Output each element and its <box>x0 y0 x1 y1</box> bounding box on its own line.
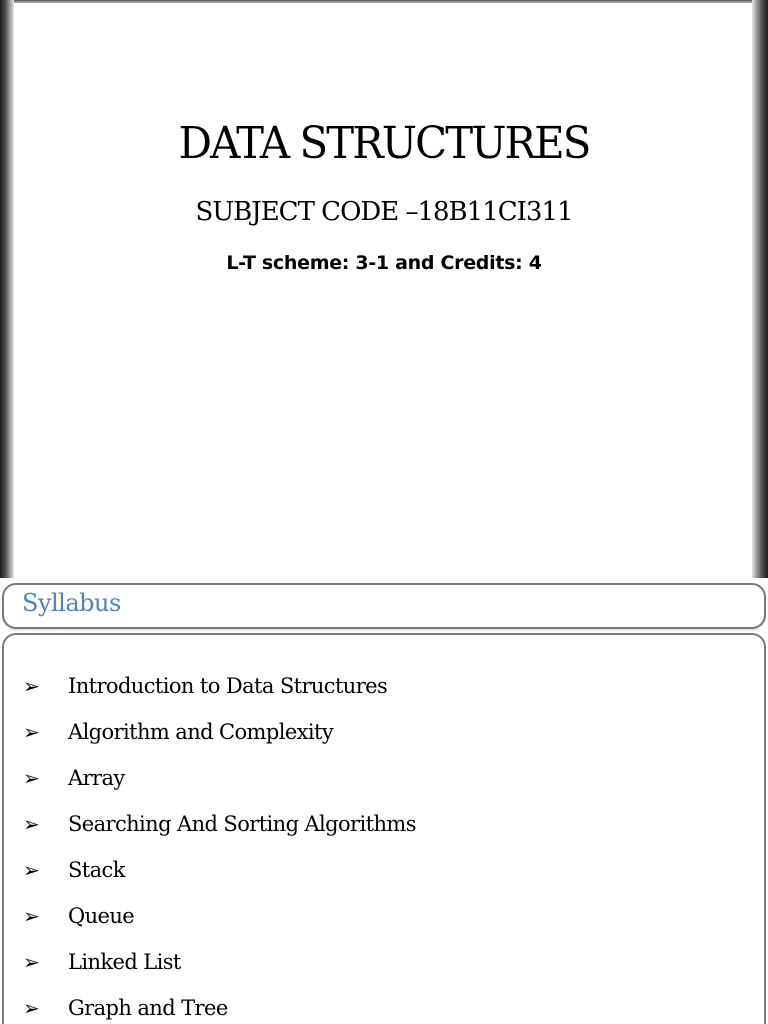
lt-scheme-credits: L-T scheme: 3-1 and Credits: 4 <box>226 252 542 274</box>
list-item-text: Stack <box>68 858 125 882</box>
list-item <box>4 719 416 765</box>
syllabus-header-box <box>2 583 766 629</box>
list-item <box>4 811 416 857</box>
list-item-text: Searching And Sorting Algorithms <box>68 812 416 836</box>
list-item-text: Array <box>68 766 125 790</box>
arrowhead-bullet-icon: ➢ <box>23 904 40 928</box>
list-item <box>4 949 416 995</box>
list-item-text: Graph and Tree <box>68 996 228 1020</box>
slide-left-shadow <box>0 0 14 578</box>
syllabus-heading: Syllabus <box>22 589 121 617</box>
arrowhead-bullet-icon: ➢ <box>23 766 40 790</box>
list-item <box>4 903 416 949</box>
slide-title: DATA STRUCTURES <box>178 118 590 169</box>
arrowhead-bullet-icon: ➢ <box>23 812 40 836</box>
syllabus-list <box>4 673 416 1024</box>
arrowhead-bullet-icon: ➢ <box>23 720 40 744</box>
list-item <box>4 765 416 811</box>
slide-top-border <box>0 0 768 3</box>
list-item <box>4 995 416 1024</box>
list-item-text: Linked List <box>68 950 181 974</box>
list-item <box>4 673 416 719</box>
syllabus-content-box <box>2 633 766 1024</box>
syllabus-slide <box>0 578 768 1024</box>
arrowhead-bullet-icon: ➢ <box>23 950 40 974</box>
slide-right-shadow <box>752 0 768 578</box>
arrowhead-bullet-icon: ➢ <box>23 674 40 698</box>
list-item-text: Algorithm and Complexity <box>68 720 334 744</box>
arrowhead-bullet-icon: ➢ <box>23 858 40 882</box>
list-item <box>4 857 416 903</box>
list-item-text: Queue <box>68 904 135 928</box>
list-item-text: Introduction to Data Structures <box>68 674 388 698</box>
arrowhead-bullet-icon: ➢ <box>23 996 40 1020</box>
subject-code: SUBJECT CODE –18B11CI311 <box>195 197 573 227</box>
